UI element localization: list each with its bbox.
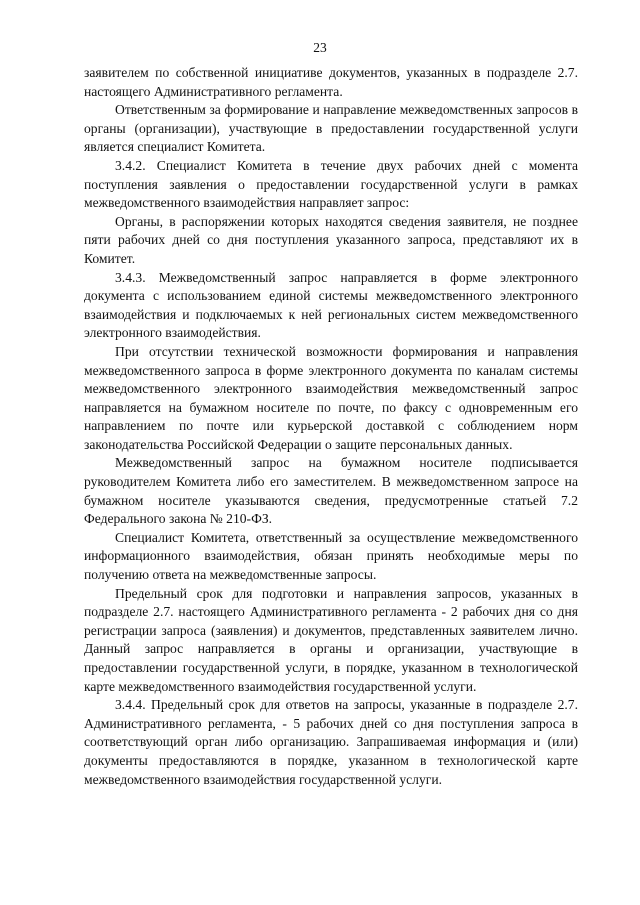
paragraph-request-deadline: Предельный срок для подготовки и направления запросов, указанных в подразделе 2.7. настоящего Административного регламента - 2 рабочих дня со дня регистрации запроса (заявления) и документов, представленных заявителем лично. Данный запрос направляется в органы и организации, участвующие в предоставлении государственной услуги, в порядке, указанном в технологической карте межведомственного взаимодействия государственной услуги. bbox=[84, 585, 578, 694]
paragraph-continuation: заявителем по собственной инициативе документов, указанных в подразделе 2.7. настоящего Административного регламента. bbox=[84, 65, 578, 99]
paragraph-paper-request: При отсутствии технической возможности формирования и направления межведомственного запроса в форме электронного документа по каналам системы межведомственного электронного взаимодействия межведомственный запрос направляется на бумажном носителе по почте, по факсу с одновременным его направлением по почте или курьерской доставкой с соблюдением норм законодательства Российской Федерации о защите персональных данных. bbox=[84, 343, 578, 452]
paragraph-signature: Межведомственный запрос на бумажном носителе подписывается руководителем Комитета либо его заместителем. В межведомственном запросе на бумажном носителе указываются сведения, предусмотренные статьей 7.2 Федерального закона № 210-ФЗ. bbox=[84, 455, 578, 527]
paragraph-agencies-response: Органы, в распоряжении которых находятся сведения заявителя, не позднее пяти рабочих дней со дня поступления указанного запроса, представляют их в Комитет. bbox=[84, 213, 578, 266]
paragraph-specialist-duty: Специалист Комитета, ответственный за осуществление межведомственного информационного взаимодействия, обязан принять необходимые меры по получению ответа на межведомственные запросы. bbox=[84, 529, 578, 583]
page-number: 23 bbox=[313, 40, 327, 55]
paragraph-3-4-2: 3.4.2. Специалист Комитета в течение двух рабочих дней с момента поступления заявления о предоставлении государственной услуги в рамках межведомственного взаимодействия направляет запрос: bbox=[84, 157, 578, 211]
document-body bbox=[84, 64, 578, 789]
paragraph-3-4-4: 3.4.4. Предельный срок для ответов на запросы, указанные в подразделе 2.7. Административного регламента, - 5 рабочих дней со дня поступления запроса в соответствующий орган либо организацию. Запрашиваемая информация и (или) документы предоставляются в порядке, указанном в технологической карте межведомственного взаимодействия государственной услуги. bbox=[84, 697, 578, 787]
paragraph-responsible-specialist: Ответственным за формирование и направление межведомственных запросов в органы (организации), участвующие в предоставлении государственной услуги является специалист Комитета. bbox=[84, 102, 578, 155]
paragraph-3-4-3: 3.4.3. Межведомственный запрос направляется в форме электронного документа с использованием единой системы межведомственного электронного взаимодействия и подключаемых к ней региональных систем межведомственного электронного взаимодействия. bbox=[84, 269, 578, 341]
